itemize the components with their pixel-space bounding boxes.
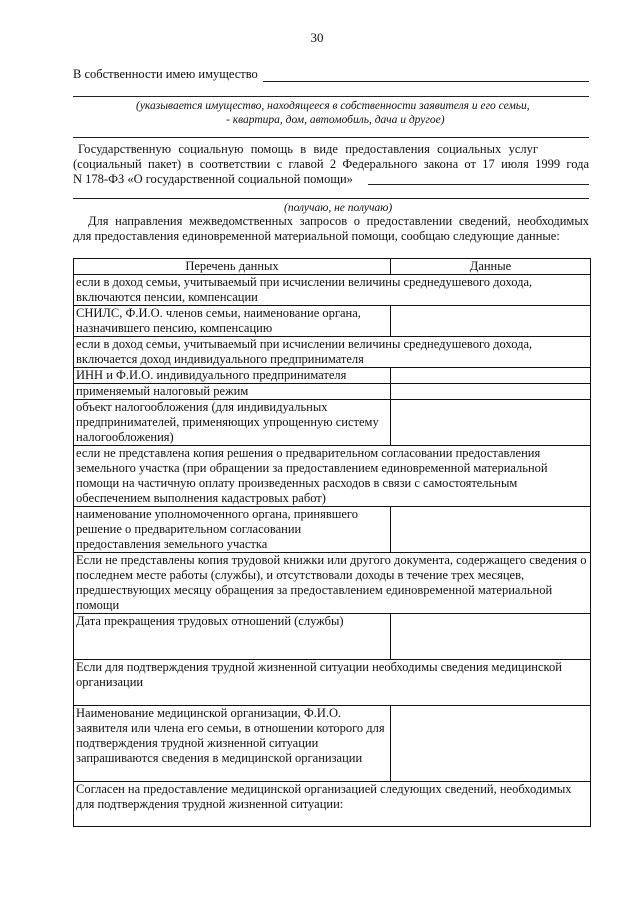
table-row [74,306,591,337]
intro-line-2: для предоставления единовременной материальной помощи, сообщаю следующие данные: [73,229,560,243]
table-row [74,706,591,782]
row-snils-label: СНИЛС, Ф.И.О. членов семьи, наименование органа, назначившего пенсию, компенсацию [74,306,391,337]
table-row [74,275,591,306]
table-row [74,446,591,507]
row-tax-object-value[interactable] [391,400,591,446]
row-termination-date-label: Дата прекращения трудовых отношений (службы) [74,614,391,660]
social-text-line-3: N 178-ФЗ «О государственной социальной помощи» [73,172,353,186]
property-fill-line-2[interactable] [73,96,589,97]
row-land-condition: если не представлена копия решения о предварительном согласовании предоставления земельного участка (при обращении за предоставлением единовременной материальной помощи на частичную оплату произведенных расходов в связи с самостоятельным обеспечением выполнения кадастровых работ) [74,446,591,507]
row-tax-regime-value[interactable] [391,384,591,400]
data-table [73,258,591,827]
table-row [74,368,591,384]
row-authority-value[interactable] [391,507,591,553]
row-medical-condition: Если для подтверждения трудной жизненной ситуации необходимы сведения медицинской организации [74,660,591,706]
social-text-line-1: Государственную социальную помощь в виде предоставления социальных услуг [78,142,538,156]
social-fill-line[interactable] [368,184,589,185]
row-entrepreneur-condition: если в доход семьи, учитываемый при исчислении величины среднедушевого дохода, включается доход индивидуального предпринимателя [74,337,591,368]
table-header-row [74,259,591,275]
property-hint-2: - квартира, дом, автомобиль, дача и другое) [226,114,445,126]
row-tax-regime-label: применяемый налоговый режим [74,384,391,400]
row-medical-org-label: Наименование медицинской организации, Ф.И.О. заявителя или члена его семьи, в отношении которого для подтверждения трудной жизненной ситуации запрашиваются сведения в медицинской организации [74,706,391,782]
row-tax-object-label: объект налогообложения (для индивидуальных предпринимателей, применяющих упрощенную систему налогообложения) [74,400,391,446]
row-termination-date-value[interactable] [391,614,591,660]
row-authority-label: наименование уполномоченного органа, принявшего решение о предварительном согласовании предоставления земельного участка [74,507,391,553]
table-row [74,384,591,400]
row-snils-value[interactable] [391,306,591,337]
intro-line-1: Для направления межведомственных запросов о предоставлении сведений, необходимых [88,214,589,228]
row-medical-consent[interactable]: Согласен на предоставление медицинской организацией следующих сведений, необходимых для подтверждения трудной жизненной ситуации: [74,782,591,827]
table-row [74,614,591,660]
header-data-values: Данные [391,259,591,275]
header-data-list: Перечень данных [74,259,391,275]
social-fill-line-2[interactable] [73,198,589,199]
table-row [74,337,591,368]
table-row [74,782,591,827]
page-number: 30 [310,30,324,45]
row-inn-value[interactable] [391,368,591,384]
separator-line [73,137,589,138]
row-employment-condition: Если не представлены копия трудовой книжки или другого документа, содержащего сведения о последнем месте работы (службы), и отсутствовали доходы в течение трех месяцев, предшествующих месяцу обращения за предоставлением единовременной материальной помощи [74,553,591,614]
social-hint: (получаю, не получаю) [284,202,393,214]
table-row [74,660,591,706]
table-row [74,507,591,553]
table-row [74,553,591,614]
social-text-line-2: (социальный пакет) в соответствии с главой 2 Федерального закона от 17 июля 1999 года [73,157,589,171]
row-medical-org-value[interactable] [391,706,591,782]
property-fill-line[interactable] [263,81,589,82]
table-row [74,400,591,446]
row-inn-label: ИНН и Ф.И.О. индивидуального предпринимателя [74,368,391,384]
property-hint-1: (указывается имущество, находящееся в собственности заявителя и его семьи, [136,100,530,112]
property-label: В собственности имею имущество [73,67,258,81]
row-pension-condition: если в доход семьи, учитываемый при исчислении величины среднедушевого дохода, включаются пенсии, компенсации [74,275,591,306]
